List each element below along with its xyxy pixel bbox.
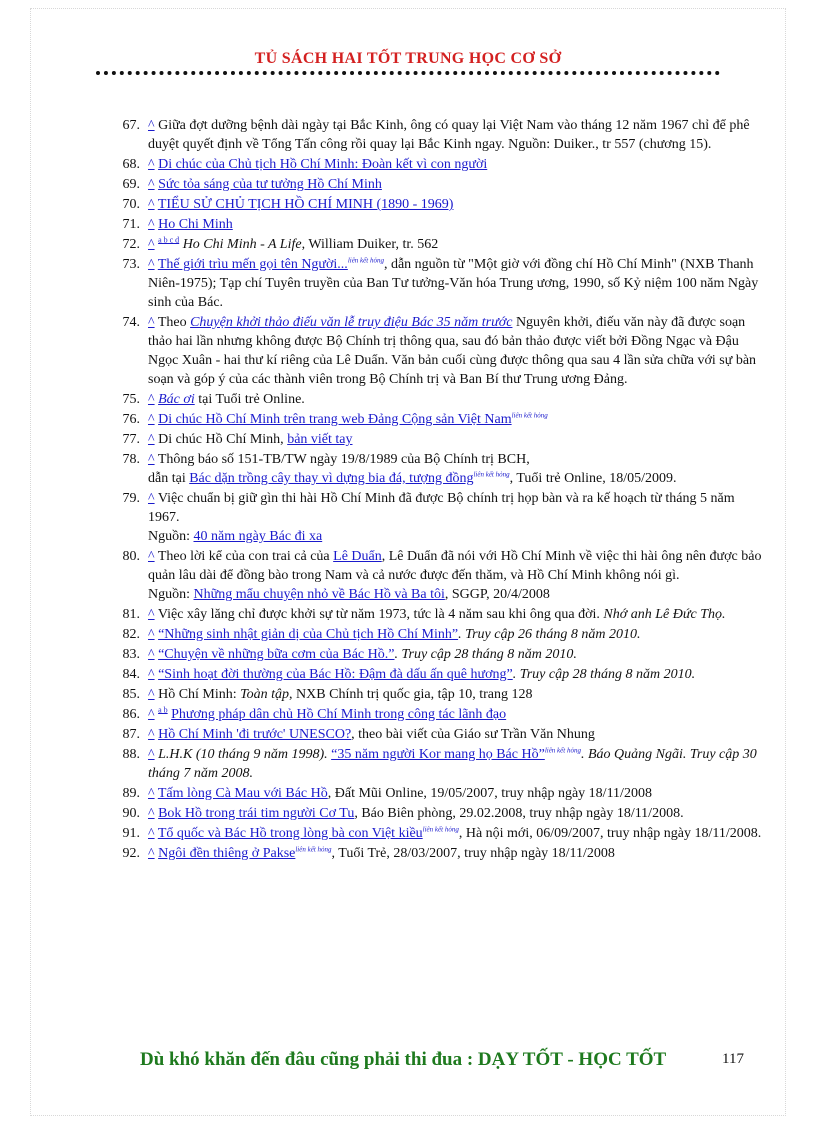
- broken-link-tag[interactable]: liên kết hỏng: [511, 411, 548, 420]
- reference-item: [106, 255, 766, 312]
- sub-back-links[interactable]: a b c d: [158, 235, 180, 245]
- back-link-caret[interactable]: ^: [148, 627, 155, 642]
- reference-link[interactable]: Ho Chi Minh: [158, 217, 233, 232]
- broken-link-tag[interactable]: liên kết hỏng: [295, 845, 332, 854]
- reference-number: 81.: [122, 607, 140, 622]
- reference-number: 88.: [122, 747, 140, 762]
- broken-link-tag[interactable]: liên kết hỏng: [422, 825, 459, 834]
- reference-item: [106, 605, 766, 624]
- reference-number: 80.: [122, 549, 140, 564]
- reference-item: [106, 215, 766, 234]
- reference-text: , Đất Mũi Online, 19/05/2007, truy nhập ngày 18/11/2008: [327, 786, 652, 801]
- source-tail: , SGGP, 20/4/2008: [444, 587, 550, 602]
- reference-item: [106, 824, 766, 843]
- reference-number: 90.: [122, 806, 140, 821]
- reference-number: 86.: [122, 707, 140, 722]
- work-title: L.H.K (10 tháng 9 năm 1998).: [158, 747, 332, 762]
- reference-number: 72.: [122, 237, 140, 252]
- reference-link[interactable]: “Sinh hoạt đời thường của Bác Hồ: Đậm đà dấu ấn quê hương”: [158, 667, 513, 682]
- reference-number: 84.: [122, 667, 140, 682]
- reference-text: , Báo Biên phòng, 29.02.2008, truy nhập ngày 18/11/2008.: [354, 806, 684, 821]
- reference-text: Việc chuẩn bị giữ gìn thi hài Hồ Chí Minh đã được Bộ chính trị họp bàn và ra kế hoạch từ tháng 5 năm 1967.: [148, 491, 735, 525]
- header-dotted-rule: [96, 71, 720, 75]
- access-note: . Truy cập 28 tháng 8 năm 2010.: [394, 647, 577, 662]
- reference-text: , Tuổi Trẻ, 28/03/2007, truy nhập ngày 18/11/2008: [331, 846, 615, 861]
- reference-item: [106, 313, 766, 389]
- reference-number: 82.: [122, 627, 140, 642]
- reference-link[interactable]: Di chúc Hồ Chí Minh trên trang web Đảng Cộng sản Việt Nam: [158, 412, 512, 427]
- reference-item: [106, 430, 766, 449]
- reference-text: Theo: [157, 315, 191, 330]
- back-link-caret[interactable]: ^: [148, 846, 155, 861]
- reference-item: [106, 489, 766, 546]
- reference-number: 77.: [122, 432, 140, 447]
- reference-number: 89.: [122, 786, 140, 801]
- reference-item: [106, 116, 766, 154]
- back-link-caret[interactable]: ^: [148, 452, 155, 467]
- reference-number: 79.: [122, 491, 140, 506]
- broken-link-tag[interactable]: liên kết hỏng: [544, 746, 581, 755]
- back-link-caret[interactable]: ^: [148, 549, 155, 564]
- back-link-caret[interactable]: ^: [148, 667, 155, 682]
- reference-number: 74.: [122, 315, 140, 330]
- reference-text: , William Duiker, tr. 562: [301, 237, 439, 252]
- back-link-caret[interactable]: ^: [148, 177, 155, 192]
- back-link-caret[interactable]: ^: [148, 157, 155, 172]
- reference-item: [106, 804, 766, 823]
- reference-item: [106, 235, 766, 254]
- reference-link[interactable]: TIỂU SỬ CHỦ TỊCH HỒ CHÍ MINH (1890 - 1969): [157, 197, 454, 212]
- reference-item: [106, 844, 766, 863]
- reference-link[interactable]: Sức tỏa sáng của tư tưởng Hồ Chí Minh: [158, 177, 382, 192]
- sub-back-links[interactable]: a b: [158, 705, 168, 715]
- reference-text: dẫn tại: [148, 471, 190, 486]
- reference-text: Việc xây lăng chỉ được khởi sự từ năm 1973, tức là 4 năm sau khi ông qua đời.: [157, 607, 604, 622]
- reference-number: 83.: [122, 647, 140, 662]
- reference-link[interactable]: Lê Duẩn: [333, 549, 382, 564]
- reference-link[interactable]: Chuyện khởi thảo điếu văn lễ truy điệu Bác 35 năm trước: [190, 315, 513, 330]
- back-link-caret[interactable]: ^: [148, 118, 155, 133]
- reference-text: Nguyên khởi, điếu văn này đã được soạn thảo hai lần nhưng không được Bộ Chính trị thông qua, sau đó bản thảo được viết bởi Đồng Ngạc và Đậu Ngọc Xuân - hai thư kí riêng của Lê Duẩn. Văn bản cuối cùng được thông qua sau 4 lần sửa chữa với sự bàn soạn và góp ý của các thành viên trong Bộ Chính trị và Ban Bí thư Trung ương Đảng.: [148, 315, 757, 387]
- source-label: Nguồn:: [148, 587, 194, 602]
- source-link[interactable]: 40 năm ngày Bác đi xa: [193, 529, 323, 544]
- reference-text: Theo lời kể của con trai cả của: [157, 549, 334, 564]
- reference-link[interactable]: Thế giới trìu mến gọi tên Người...: [157, 257, 348, 272]
- reference-number: 75.: [122, 392, 140, 407]
- page-number: 117: [722, 1051, 744, 1067]
- reference-text: , Hà nội mới, 06/09/2007, truy nhập ngày 18/11/2008.: [458, 826, 762, 841]
- access-note: . Báo Quảng Ngãi. Truy cập 30 tháng 7 năm 2008.: [148, 747, 757, 781]
- reference-link[interactable]: “35 năm người Kor mang họ Bác Hồ”: [331, 747, 545, 762]
- reference-item: [106, 725, 766, 744]
- back-link-caret[interactable]: ^: [148, 747, 155, 762]
- reference-link[interactable]: Tổ quốc và Bác Hồ trong lòng bà con Việt kiều: [157, 826, 423, 841]
- access-note: . Truy cập 26 tháng 8 năm 2010.: [458, 627, 641, 642]
- reference-item: [106, 195, 766, 214]
- broken-link-tag[interactable]: liên kết hỏng: [473, 470, 510, 479]
- reference-text: , Lê Duẩn đã nói với Hồ Chí Minh về việc thi hài ông nên được bảo quản lâu dài để đồng bào trong Nam và cả nước được đến thăm, và Hồ Chí Minh không nói gì.: [148, 549, 762, 583]
- reference-number: 76.: [122, 412, 140, 427]
- back-link-caret[interactable]: ^: [148, 806, 155, 821]
- reference-link[interactable]: Tấm lòng Cà Mau với Bác Hồ: [157, 786, 328, 801]
- reference-number: 91.: [122, 826, 140, 841]
- back-link-caret[interactable]: ^: [148, 607, 155, 622]
- back-link-caret[interactable]: ^: [148, 315, 155, 330]
- work-title: Toàn tập: [240, 687, 290, 702]
- reference-number: 73.: [122, 257, 140, 272]
- reference-link[interactable]: Bác ơi: [158, 392, 195, 407]
- reference-text: , NXB Chính trị quốc gia, tập 10, trang 128: [289, 687, 533, 702]
- reference-item: [106, 665, 766, 684]
- reference-item: [106, 705, 766, 724]
- reference-link[interactable]: “Chuyện về những bữa cơm của Bác Hồ.”: [158, 647, 395, 662]
- back-link-caret[interactable]: ^: [148, 647, 155, 662]
- reference-text: Hồ Chí Minh:: [158, 687, 241, 702]
- reference-item: [106, 390, 766, 409]
- reference-number: 85.: [122, 687, 140, 702]
- reference-link[interactable]: Phương pháp dân chủ Hồ Chí Minh trong công tác lãnh đạo: [171, 707, 507, 722]
- reference-link[interactable]: “Những sinh nhật giản dị của Chủ tịch Hồ Chí Minh”: [158, 627, 459, 642]
- reference-item: [106, 450, 766, 488]
- reference-item: [106, 784, 766, 803]
- footer-slogan: Dù khó khăn đến đâu cũng phải thi đua : DẠY TỐT - HỌC TỐT: [140, 1049, 667, 1070]
- back-link-caret[interactable]: ^: [148, 257, 155, 272]
- source-link[interactable]: Những mẩu chuyện nhỏ về Bác Hồ và Ba tôi: [193, 587, 445, 602]
- reference-text: , dẫn nguồn từ "Một giờ với đồng chí Hồ Chí Minh" (NXB Thanh Niên-1975); Tạp chí Tuyên truyền của Ban Tư tưởng-Văn hóa Trung ương, 1990, số Kỷ niệm 100 năm Ngày sinh của Bác.: [148, 257, 759, 310]
- back-link-caret[interactable]: ^: [148, 412, 155, 427]
- reference-text: Thông báo số 151-TB/TW ngày 19/8/1989 của Bộ Chính trị BCH,: [157, 452, 530, 467]
- reference-link[interactable]: Ngôi đền thiêng ở Pakse: [158, 846, 296, 861]
- back-link-caret[interactable]: ^: [148, 687, 155, 702]
- reference-text: tại Tuổi trẻ Online.: [194, 392, 305, 407]
- back-link-caret[interactable]: ^: [148, 432, 155, 447]
- source-label: Nguồn:: [148, 529, 194, 544]
- reference-item: [106, 547, 766, 604]
- broken-link-tag[interactable]: liên kết hỏng: [347, 256, 384, 265]
- reference-number: 92.: [122, 846, 140, 861]
- reference-item: [106, 625, 766, 644]
- header-title: TỦ SÁCH HAI TỐT TRUNG HỌC CƠ SỞ: [254, 50, 562, 67]
- reference-link[interactable]: bản viết tay: [287, 432, 353, 447]
- reference-number: 71.: [122, 217, 140, 232]
- reference-item: [106, 685, 766, 704]
- reference-link[interactable]: Hồ Chí Minh 'đi trước' UNESCO?: [158, 727, 352, 742]
- reference-number: 68.: [122, 157, 140, 172]
- access-note: . Truy cập 28 tháng 8 năm 2010.: [512, 667, 696, 682]
- reference-number: 87.: [122, 727, 140, 742]
- reference-item: [106, 175, 766, 194]
- back-link-caret[interactable]: ^: [148, 491, 155, 506]
- back-link-caret[interactable]: ^: [148, 786, 155, 801]
- reference-item: [106, 155, 766, 174]
- reference-number: 78.: [122, 452, 140, 467]
- reference-number: 67.: [122, 118, 140, 133]
- reference-link[interactable]: Bác dặn trồng cây thay vì dựng bia đá, tượng đồng: [189, 471, 474, 486]
- reference-number: 69.: [122, 177, 140, 192]
- access-note: Nhớ anh Lê Đức Thọ.: [603, 607, 726, 622]
- reference-text: , Tuổi trẻ Online, 18/05/2009.: [509, 471, 677, 486]
- reference-item: [106, 745, 766, 783]
- reference-item: [106, 645, 766, 664]
- reference-list: [106, 116, 766, 864]
- back-link-caret[interactable]: ^: [148, 217, 155, 232]
- reference-text: Di chúc Hồ Chí Minh,: [158, 432, 288, 447]
- reference-item: [106, 410, 766, 429]
- back-link-caret[interactable]: ^: [148, 392, 155, 407]
- reference-link[interactable]: Di chúc của Chủ tịch Hồ Chí Minh: Đoàn kết vì con người: [158, 157, 488, 172]
- back-link-caret[interactable]: ^: [148, 197, 155, 212]
- reference-text: Giữa đợt dưỡng bệnh dài ngày tại Bắc Kinh, ông có quay lại Việt Nam vào tháng 12 năm 1967 chỉ để phê duyệt quyết định về Tổng Tấn công rồi quay lại Bắc Kinh ngay. Nguồn: Duiker., tr 557 (chương 15).: [148, 118, 750, 152]
- reference-link[interactable]: Bok Hồ trong trái tim người Cơ Tu: [158, 806, 355, 821]
- reference-number: 70.: [122, 197, 140, 212]
- back-link-caret[interactable]: ^: [148, 237, 155, 252]
- back-link-caret[interactable]: ^: [148, 727, 155, 742]
- back-link-caret[interactable]: ^: [148, 707, 155, 722]
- work-title: Ho Chi Minh - A Life: [182, 237, 302, 252]
- back-link-caret[interactable]: ^: [148, 826, 155, 841]
- reference-text: , theo bài viết của Giáo sư Trần Văn Nhung: [351, 727, 595, 742]
